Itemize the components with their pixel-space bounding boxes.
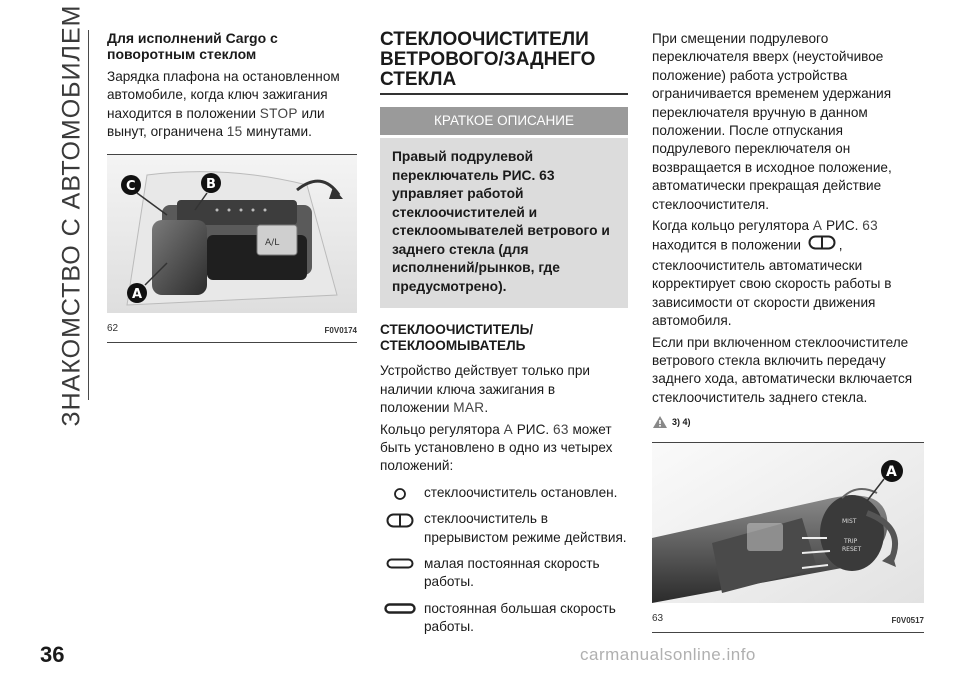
ignition-paragraph: Устройство действует только при наличии ключа зажигания в положении MAR. — [380, 363, 590, 416]
warning-refs: 3) 4) — [652, 413, 924, 431]
label-c: C — [126, 178, 136, 194]
summary-bar: КРАТКОЕ ОПИСАНИЕ — [380, 107, 628, 135]
mist-label: MIST — [842, 517, 857, 525]
mode-high-speed: постоянная большая скорость работы. — [380, 600, 628, 637]
section-divider — [88, 30, 89, 400]
intermittent-icon — [380, 510, 420, 529]
low-speed-icon — [380, 555, 420, 570]
high-speed-icon — [380, 600, 420, 615]
figure-62 — [107, 154, 357, 344]
stalk-up-paragraph: При смещении подрулевого переключателя вверх (неустойчивое положение) работа устройства ограничивается временем удержания переключателя вручную в данном положении. После отпускания подрулевого переключателя он возвращается в исходное положение, автоматически прекращая действие стеклоочистителя. — [652, 31, 892, 212]
page-number: 36 — [40, 642, 65, 667]
figure-62-caption: 62 F0V0174 — [107, 323, 357, 336]
wiper-stalk-illustration — [652, 443, 924, 603]
summary-box: Правый подрулевой переключатель РИС. 63 управляет работой стеклоочистителей и стеклоомывателей ветрового и заднего стекла (для исполнений/рынков, где предусмотрено). — [380, 138, 628, 308]
switch-label: A/L — [265, 237, 280, 248]
reverse-paragraph: Если при включенном стеклоочистителе ветрового стекла включить передачу заднего хода, автоматически включается стеклоочиститель заднего стекла. — [652, 334, 913, 405]
wiper-washer-heading: СТЕКЛООЧИСТИТЕЛЬ/ СТЕКЛООМЫВАТЕЛЬ — [380, 322, 534, 354]
figure-63-caption: 63 F0V0517 — [652, 612, 924, 625]
watermark: carmanualsonline.info — [580, 645, 756, 664]
ring-paragraph: Кольцо регулятора A РИС. 63 может быть установлено в одно из четырех положений: — [380, 421, 613, 474]
auto-speed-paragraph: Когда кольцо регулятора A РИС. 63 находится в положении , стеклоочиститель автоматически корректирует свою скорость работы в зависимости от скорости движения автомобиля. — [652, 218, 892, 329]
figure-63 — [652, 442, 924, 634]
cargo-paragraph: Зарядка плафона на остановленном автомобиле, когда ключ зажигания находится в положении STOP или вынут, ограничена 15 минутами. — [107, 69, 340, 140]
cargo-heading: Для исполнений Cargo с поворотным стеклом — [107, 30, 278, 62]
wipers-title: СТЕКЛООЧИСТИТЕЛИ ВЕТРОВОГО/ЗАДНЕГО СТЕКЛА — [380, 30, 628, 95]
off-icon — [380, 484, 420, 501]
label-a: A — [132, 286, 143, 302]
trip-label: TRIP — [844, 537, 858, 545]
section-title-vertical: ЗНАКОМСТВО С АВТОМОБИЛЕМ — [57, 4, 86, 426]
column-left — [107, 30, 357, 343]
reset-label: RESET — [842, 545, 862, 553]
mode-low-speed: малая постоянная скорость работы. — [380, 555, 628, 592]
mode-intermittent: стеклоочиститель в прерывистом режиме действия. — [380, 510, 628, 547]
label-a-fig63: A — [886, 463, 897, 480]
column-right — [652, 30, 924, 633]
column-middle — [380, 30, 628, 643]
mode-off: стеклоочиститель остановлен. — [380, 484, 628, 502]
intermittent-icon-inline — [808, 235, 836, 256]
label-b: B — [206, 176, 216, 192]
ceiling-lamp-illustration — [107, 155, 357, 313]
warning-icon — [652, 415, 668, 429]
